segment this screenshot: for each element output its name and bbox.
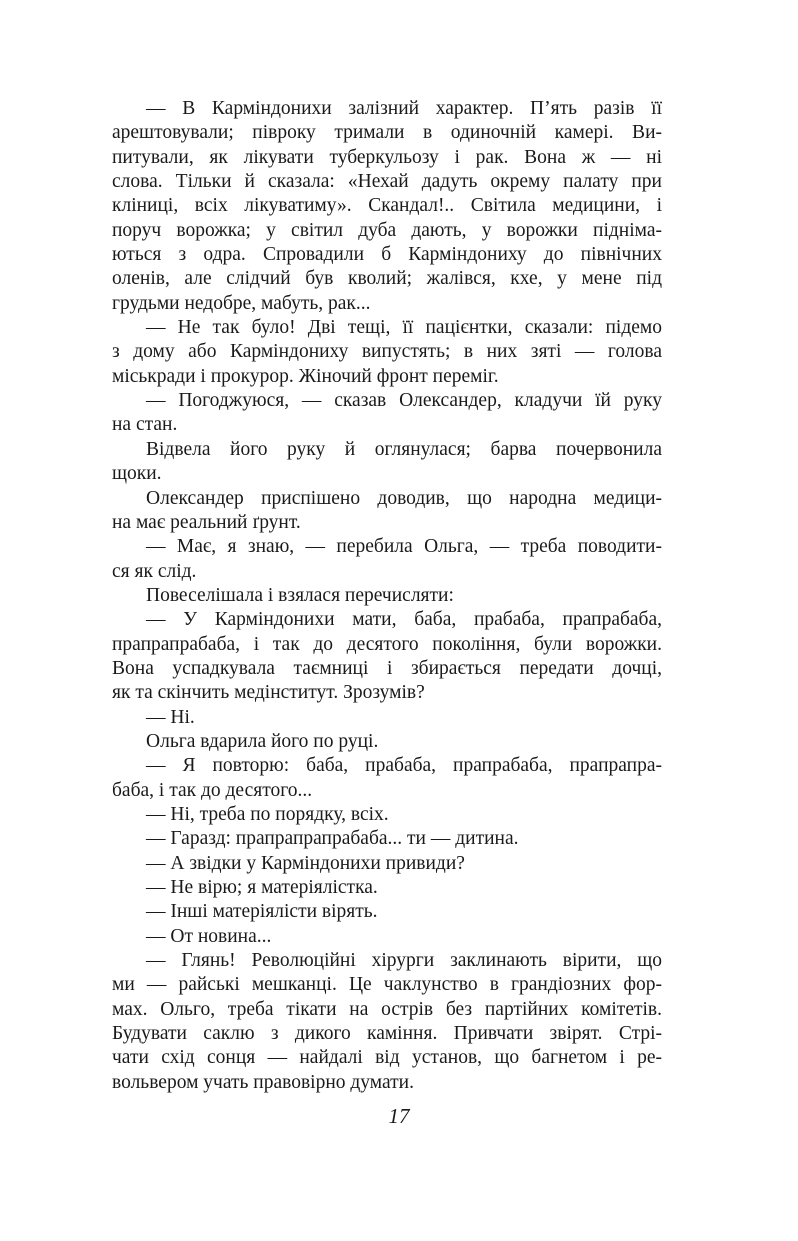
text-line: — Ні, треба по порядку, всіх. (146, 803, 389, 825)
text-line: слова. Тільки й сказала: «Нехай дадуть окрему палату при (112, 171, 662, 193)
text-line: грудьми недобре, мабуть, рак... (112, 292, 371, 314)
text-line: — Погоджуюся, — сказав Олександер, кладучи їй руку (146, 390, 662, 412)
text-line: ся як слід. (112, 560, 197, 582)
text-line: — Ні. (146, 706, 195, 728)
body-text (112, 97, 662, 1095)
text-line: — Має, я знаю, — перебила Ольга, — треба поводити- (146, 536, 662, 558)
text-line: оленів, але слідчий був кволий; жалівся, кхе, у мене під (112, 268, 662, 290)
text-line: — А звідки у Карміндонихи привиди? (146, 852, 465, 874)
text-line: мах. Ольго, треба тікати на острів без партійних комітетів. (112, 998, 662, 1020)
text-line: — У Карміндонихи мати, баба, прабаба, прапрабаба, (146, 609, 662, 631)
text-line: — Не так було! Дві тещі, її пацієнтки, сказали: підемо (146, 317, 662, 339)
text-line: ються з одра. Спровадили б Карміндониху до північних (112, 244, 662, 266)
text-line: поруч ворожка; у світил дуба дають, у ворожки підніма- (112, 219, 662, 241)
text-line: чати схід сонця — найдалі від установ, що багнетом і ре- (112, 1047, 662, 1069)
text-line: як та скінчить медінститут. Зрозумів? (112, 682, 425, 704)
text-line: Олександер приспішено доводив, що народна медици- (146, 487, 662, 509)
text-line: прапрапрабаба, і так до десятого покоління, були ворожки. (112, 633, 662, 655)
text-line: — От новина... (146, 925, 272, 947)
text-line: — Я повторю: баба, прабаба, прапрабаба, прапрапра- (146, 755, 662, 777)
page-number: 17 (388, 1104, 410, 1128)
text-line: з дому або Карміндониху випустять; в них зяті — голова (112, 341, 662, 363)
text-line: Будувати саклю з дикого каміння. Привчати звірят. Стрі- (112, 1023, 662, 1045)
text-line: арештовували; півроку тримали в одиночній камері. Ви- (112, 122, 662, 144)
text-line: Ольга вдарила його по руці. (146, 730, 379, 752)
text-line: Відвела його руку й оглянулася; барва почервонила (146, 438, 662, 460)
text-line: — Не вірю; я матеріялістка. (146, 877, 378, 898)
text-line: питували, як лікувати туберкульозу і рак. Вона ж — ні (112, 146, 662, 168)
text-line: вольвером учать правовірно думати. (112, 1071, 414, 1093)
text-line: — Глянь! Революційні хірурги заклинають вірити, що (146, 950, 662, 972)
text-line: — В Карміндонихи залізний характер. П’ять разів її (146, 98, 662, 119)
text-line: — Гаразд: прапрапрапрабаба... ти — дитина. (146, 828, 519, 850)
text-line: міськради і прокурор. Жіночий фронт переміг. (112, 365, 499, 387)
text-line: на має реальний ґрунт. (112, 511, 301, 533)
text-line: щоки. (112, 463, 162, 485)
text-line: баба, і так до десятого... (112, 779, 313, 801)
text-line: — Інші матеріялісти вірять. (146, 901, 378, 923)
text-line: ми — райські мешканці. Це чаклунство в грандіозних фор- (112, 974, 662, 996)
text-line: Вона успадкувала таємниці і збирається передати дочці, (112, 657, 662, 679)
text-line: кліниці, всіх лікуватиму». Скандал!.. Світила медицини, і (112, 195, 662, 217)
text-line: на стан. (112, 414, 178, 436)
text-line: Повеселішала і взялася перечисляти: (146, 584, 454, 606)
